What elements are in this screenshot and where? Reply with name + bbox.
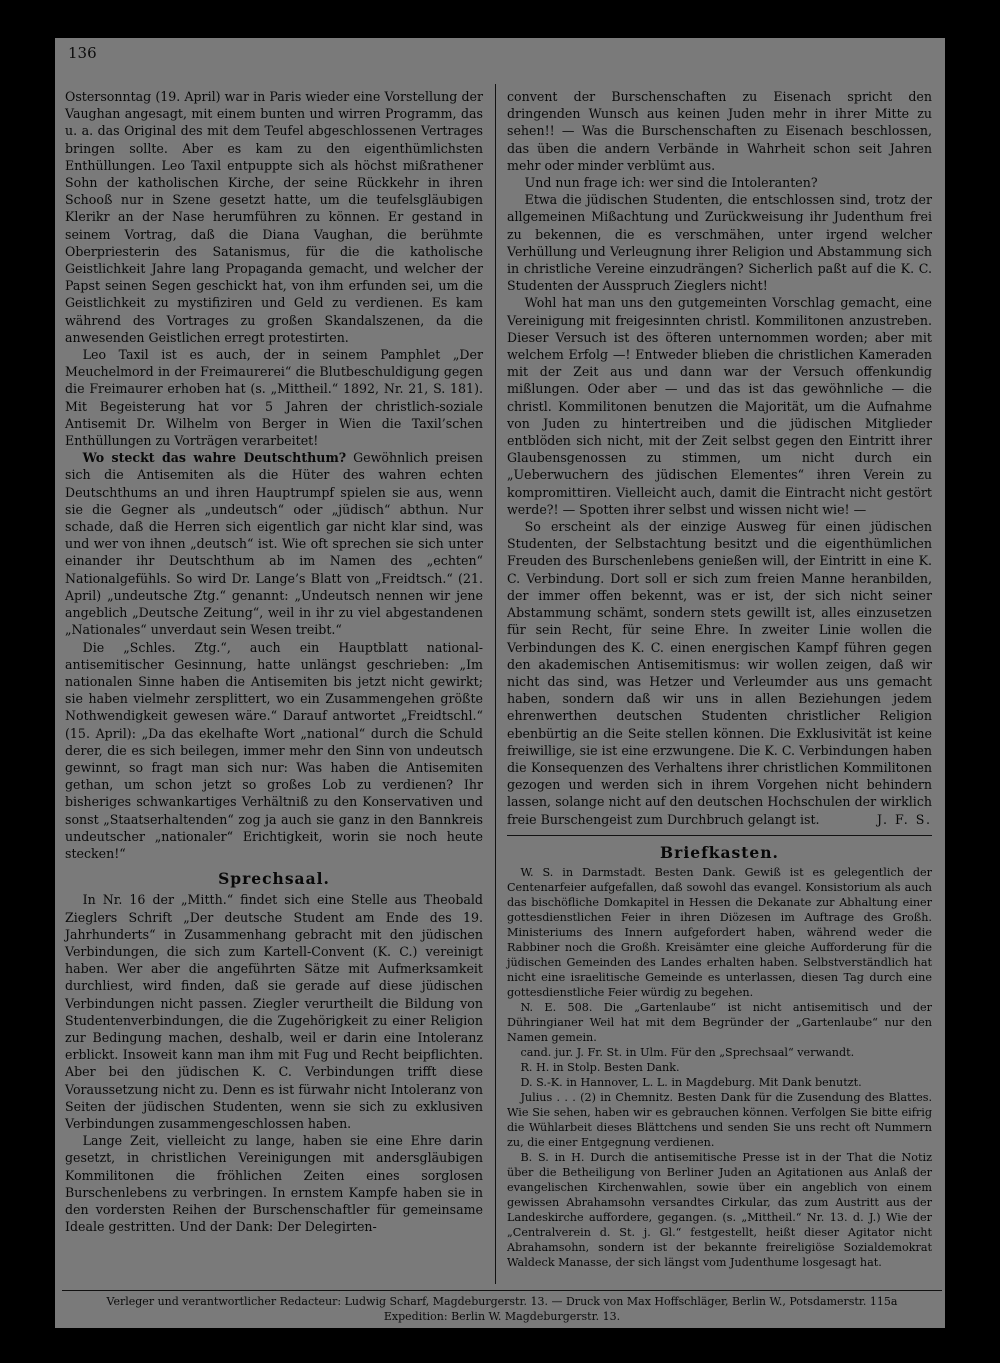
letterbox-entry: cand. jur. J. Fr. St. in Ulm. Für den „Sprechsaal“ verwandt. (520, 1045, 855, 1059)
signature: J. F. S. (876, 811, 932, 827)
paragraph-text: Gewöhnlich preisen sich die Antisemiten als die Hüter des wahren echten Deutschthums an und ihren Hauptrumpf spielen sie aus, wenn sie die Gegner als „undeutsch“ oder „jüdisch“ abthun. Nur schade, daß die Herren sich eigentlich gar nicht klar sind, was und wer von ihnen „deutsch“ ist. Wie oft sprechen sie sich unter einander ihr Deutschthum ab im Namen des „echten“ Nationalgefühls. So wird Dr. Lange’s Blatt von „Freidtsch.“ (21. April) „undeutsche Ztg.“ genannt: „Undeutsch nennen wir jene angeblich „Deutsche Zeitung“, weil in ihr zu viel abgestandenen „Nationales“ unverdaut sein Wesen treibt.“ (65, 450, 483, 638)
paragraph (507, 518, 932, 828)
paragraph: Die „Schles. Ztg.“, auch ein Hauptblatt national-antisemitischer Gesinnung, hatte unlängst geschrieben: „Im nationalen Sinne haben die Antisemiten bis jetzt nicht gewirkt; sie haben vielmehr zersplittert, wo ein Zusammengehen größte Nothwendigkeit gewesen wäre.“ Darauf antwortet „Freidtschl.“ (15. April): „Da das ekelhafte Wort „national“ durch die Schuld derer, die es sich beilegen, immer mehr den Sinn von undeutsch gewinnt, so fragt man sich nur: Was haben die Antisemiten gethan, um schon jetzt so großes Lob zu verdienen? Ihr bisheriges schwankartiges Verhältniß zu den Konservativen und sonst „Staatserhaltenden“ zog ja auch sie ganz in den Bannkreis undeutscher „nationaler“ Erichtigkeit, worin sie noch heute stecken!“ (65, 639, 483, 861)
letterbox-entry: D. S.-K. in Hannover, L. L. in Magdeburg. Mit Dank benutzt. (520, 1075, 862, 1089)
paragraph (65, 449, 483, 638)
letterbox (507, 865, 932, 1270)
letterbox-entry: R. H. in Stolp. Besten Dank. (520, 1060, 680, 1074)
section-heading: Sprechsaal. (218, 869, 330, 889)
letterbox-entry: N. E. 508. Die „Gartenlaube“ ist nicht antisemitisch und der Dühringianer Weil hat mit dem Begründer der „Gartenlaube“ nur den Namen gemein. (507, 1000, 932, 1044)
letterbox-entry: B. S. in H. Durch die antisemitische Presse ist in der That die Notiz über die Betheiligung von Berliner Juden an Agitationen aus Anlaß der evangelischen Kirchenwahlen, sowie über ein angeblich von einem gewissen Abrahamsohn versandtes Cirkular, das zum Austritt aus der Landeskirche auffordere, gegangen. (s. „Mittheil.“ Nr. 13. d. J.) Wie der „Centralverein d. St. j. Gl.“ festgestellt, heißt dieser Agitator nicht Abrahamsohn, sondern ist der bekannte freireligiöse Sozialdemokrat Waldeck Manasse, der sich längst vom Judenthume losgesagt hat. (507, 1150, 932, 1269)
paragraph: convent der Burschenschaften zu Eisenach spricht den dringenden Wunsch aus keinen Juden mehr in ihrer Mitte zu sehen!! — Was die Burschenschaften zu Eisenach beschlossen, das üben die andern Verbände in Wahrheit schon seit Jahren mehr oder minder verblümt aus. (507, 89, 932, 173)
paragraph: Etwa die jüdischen Studenten, die entschlossen sind, trotz der allgemeinen Mißachtung und Zurückweisung ihr Judenthum frei zu bekennen, die es verschmähen, unter irgend welcher Verhüllung und Verleugnung ihrer Religion und Abstammung sich in christliche Vereine einzudrängen? Sicherlich paßt auf die K. C. Studenten der Ausspruch Zieglers nicht! (507, 192, 932, 294)
right-column (507, 88, 932, 1270)
column-divider (495, 84, 496, 1284)
imprint-line: Verleger und verantwortlicher Redacteur: Ludwig Scharf, Magdeburgerstr. 13. — Druck von Max Hoffschläger, Berlin W., Potsdamerstr. 115a (106, 1295, 898, 1308)
paragraph: Leo Taxil ist es auch, der in seinem Pamphlet „Der Meuchelmord in der Freimaurerei“ die Blutbeschuldigung gegen die Freimaurer erhoben hat (s. „Mittheil.“ 1892, Nr. 21, S. 181). Mit Begeisterung hat vor 5 Jahren der christlich-soziale Antisemit Dr. Wilhelm von Berger in Wien die Taxil’schen Enthüllungen zu Vorträgen verarbeitet! (65, 347, 483, 449)
imprint-line: Expedition: Berlin W. Magdeburgerstr. 13. (383, 1310, 621, 1323)
letterbox-entry: W. S. in Darmstadt. Besten Dank. Gewiß ist es gelegentlich der Centenarfeier aufgefallen, daß sowohl das evangel. Konsistorium als auch das bischöfliche Domkapitel in Hessen die Dekanate zur Abhaltung einer gottesdienstlichen Feier in ihren Diözesen im Auftrage des Großh. Ministeriums des Innern aufgefordert haben, während weder die Rabbiner noch die Großh. Kreisämter eine gleiche Aufforderung für die jüdischen Gemeinden des Landes erhalten haben. Selbstverständlich hat nicht eine israelitische Gemeinde es unterlassen, diesen Tag durch eine gottesdienstliche Feier würdig zu begehen. (507, 865, 932, 999)
page-number: 136 (68, 44, 97, 62)
paragraph: Und nun frage ich: wer sind die Intoleranten? (524, 175, 818, 191)
section-heading: Briefkasten. (660, 842, 779, 862)
left-column (65, 88, 483, 1235)
letterbox-entry: Julius . . . (2) in Chemnitz. Besten Dank für die Zusendung des Blattes. Wie Sie sehen, haben wir es gebrauchen können. Verfolgen Sie bitte eifrig die Wühlarbeit dieses Blättchens und senden Sie uns recht oft Nummern zu, die einer Entgegnung verdienen. (507, 1090, 932, 1149)
paragraph: Ostersonntag (19. April) war in Paris wieder eine Vorstellung der Vaughan angesagt, mit einem bunten und wirren Programm, das u. a. das Original des mit dem Teufel abgeschlossenen Vertrages bringen sollte. Aber es kam zu den eigenthümlichsten Enthüllungen. Leo Taxil entpuppte sich als höchst mißrathener Sohn der katholischen Kirche, der seine Rückkehr in ihren Schooß nur in Szene gesetzt hatte, um die teufelsgläubigen Klerikr an der Nase herumführen zu können. Er gestand in seinem Vortrag, daß die Diana Vaughan, die berühmte Oberpriesterin des Satanismus, für die die katholische Geistlichkeit Jahre lang Propaganda gemacht, und welcher der Papst seinen Segen geschickt hat, von ihm erfunden sei, um die Geistlichkeit zu mystifiziren und Geld zu verdienen. Es kam während des Vortrages zu großen Skandalszenen, da die anwesenden Geistlichen erregt protestirten. (65, 89, 483, 345)
section-lead: Wo steckt das wahre Deutschthum? (82, 450, 347, 466)
paragraph: Lange Zeit, vielleicht zu lange, haben sie eine Ehre darin gesetzt, in christlichen Vereinigungen mit andersgläubigen Kommilitonen die fröhlichen Zeiten eines sorglosen Burschenlebens zu verbringen. In ernstem Kampfe haben sie in den vordersten Reihen der Burschenschaftler für gemeinsame Ideale gestritten. Und der Dank: Der Delegirten- (65, 1133, 483, 1235)
paragraph: Wohl hat man uns den gutgemeinten Vorschlag gemacht, eine Vereinigung mit freigesinnten christl. Kommilitonen anzustreben. Dieser Versuch ist des öfteren unternommen worden; aber mit welchem Erfolg —! Entweder blieben die christlichen Kameraden mit der Zeit aus und dann war der Versuch offenkundig mißlungen. Oder aber — und das ist das gewöhnliche — die christl. Kommilitonen benutzen die Majorität, um die Aufnahme von Juden zu hintertreiben und die jüdischen Mitglieder entblöden sich nicht, mit der Zeit selbst gegen den Eintritt ihrer Glaubensgenossen zu stimmen, um nicht durch ein „Ueberwuchern des jüdischen Elementes“ ihren Verein zu kompromittiren. Vielleicht auch, damit die Eintracht nicht gestört werde?! — Spotten ihrer selbst und wissen nicht wie! — (507, 295, 932, 517)
section-divider (507, 835, 932, 836)
imprint-footer (62, 1290, 942, 1324)
paragraph: In Nr. 16 der „Mitth.“ findet sich eine Stelle aus Theobald Zieglers Schrift „Der deutsche Student am Ende des 19. Jahrhunderts“ in Zusammenhang gebracht mit den jüdischen Verbindungen, die sich zum Kartell-Convent (K. C.) vereinigt haben. Wer aber die angeführten Sätze mit Aufmerksamkeit durchliest, wird finden, daß sie gerade auf diese jüdischen Verbindungen nicht passen. Ziegler verurtheilt die Bildung von Studentenverbindungen, die die Zugehörigkeit zu einer Religion zur Bedingung machen, deshalb, weil er darin eine Intoleranz erblickt. Insoweit kann man ihm mit Fug und Recht beipflichten. Aber bei den jüdischen K. C. Verbindungen trifft diese Voraussetzung nicht zu. Denn es ist fürwahr nicht Intoleranz von Seiten der jüdischen Studenten, wenn sie sich zu exklusiven Verbindungen zusammengeschlossen haben. (65, 892, 483, 1131)
paragraph-text: So erscheint als der einzige Ausweg für einen jüdischen Studenten, der Selbstachtung besitzt und die eigenthümlichen Freuden des Burschenlebens genießen will, der Eintritt in eine K. C. Verbindung. Dort soll er sich zum freien Manne heranbilden, der immer offen bekennt, was er ist, der sich nicht seiner Abstammung schämt, sondern stets gewillt ist, alles einzusetzen für sein Recht, für seine Ehre. In zweiter Linie wollen die Verbindungen des K. C. einen energischen Kampf führen gegen den akademischen Antisemitismus: wir wollen zeigen, daß wir nicht das sind, was Hetzer und Verleumder aus uns gemacht haben, sondern daß wir uns in allen Beziehungen jedem ehrenwerthen deutschen Studenten christlicher Religion ebenbürtig an die Seite stellen können. Die Exklusivität ist keine freiwillige, sie ist eine erzwungene. Die K. C. Verbindungen haben die Konsequenzen des Verhaltens ihrer christlichen Kommilitonen gezogen und werden sich in ihrem Vorgehen nicht behindern lassen, solange nicht auf den deutschen Hochschulen der wirklich freie Burschengeist zum Durchbruch gelangt ist. (507, 519, 932, 827)
